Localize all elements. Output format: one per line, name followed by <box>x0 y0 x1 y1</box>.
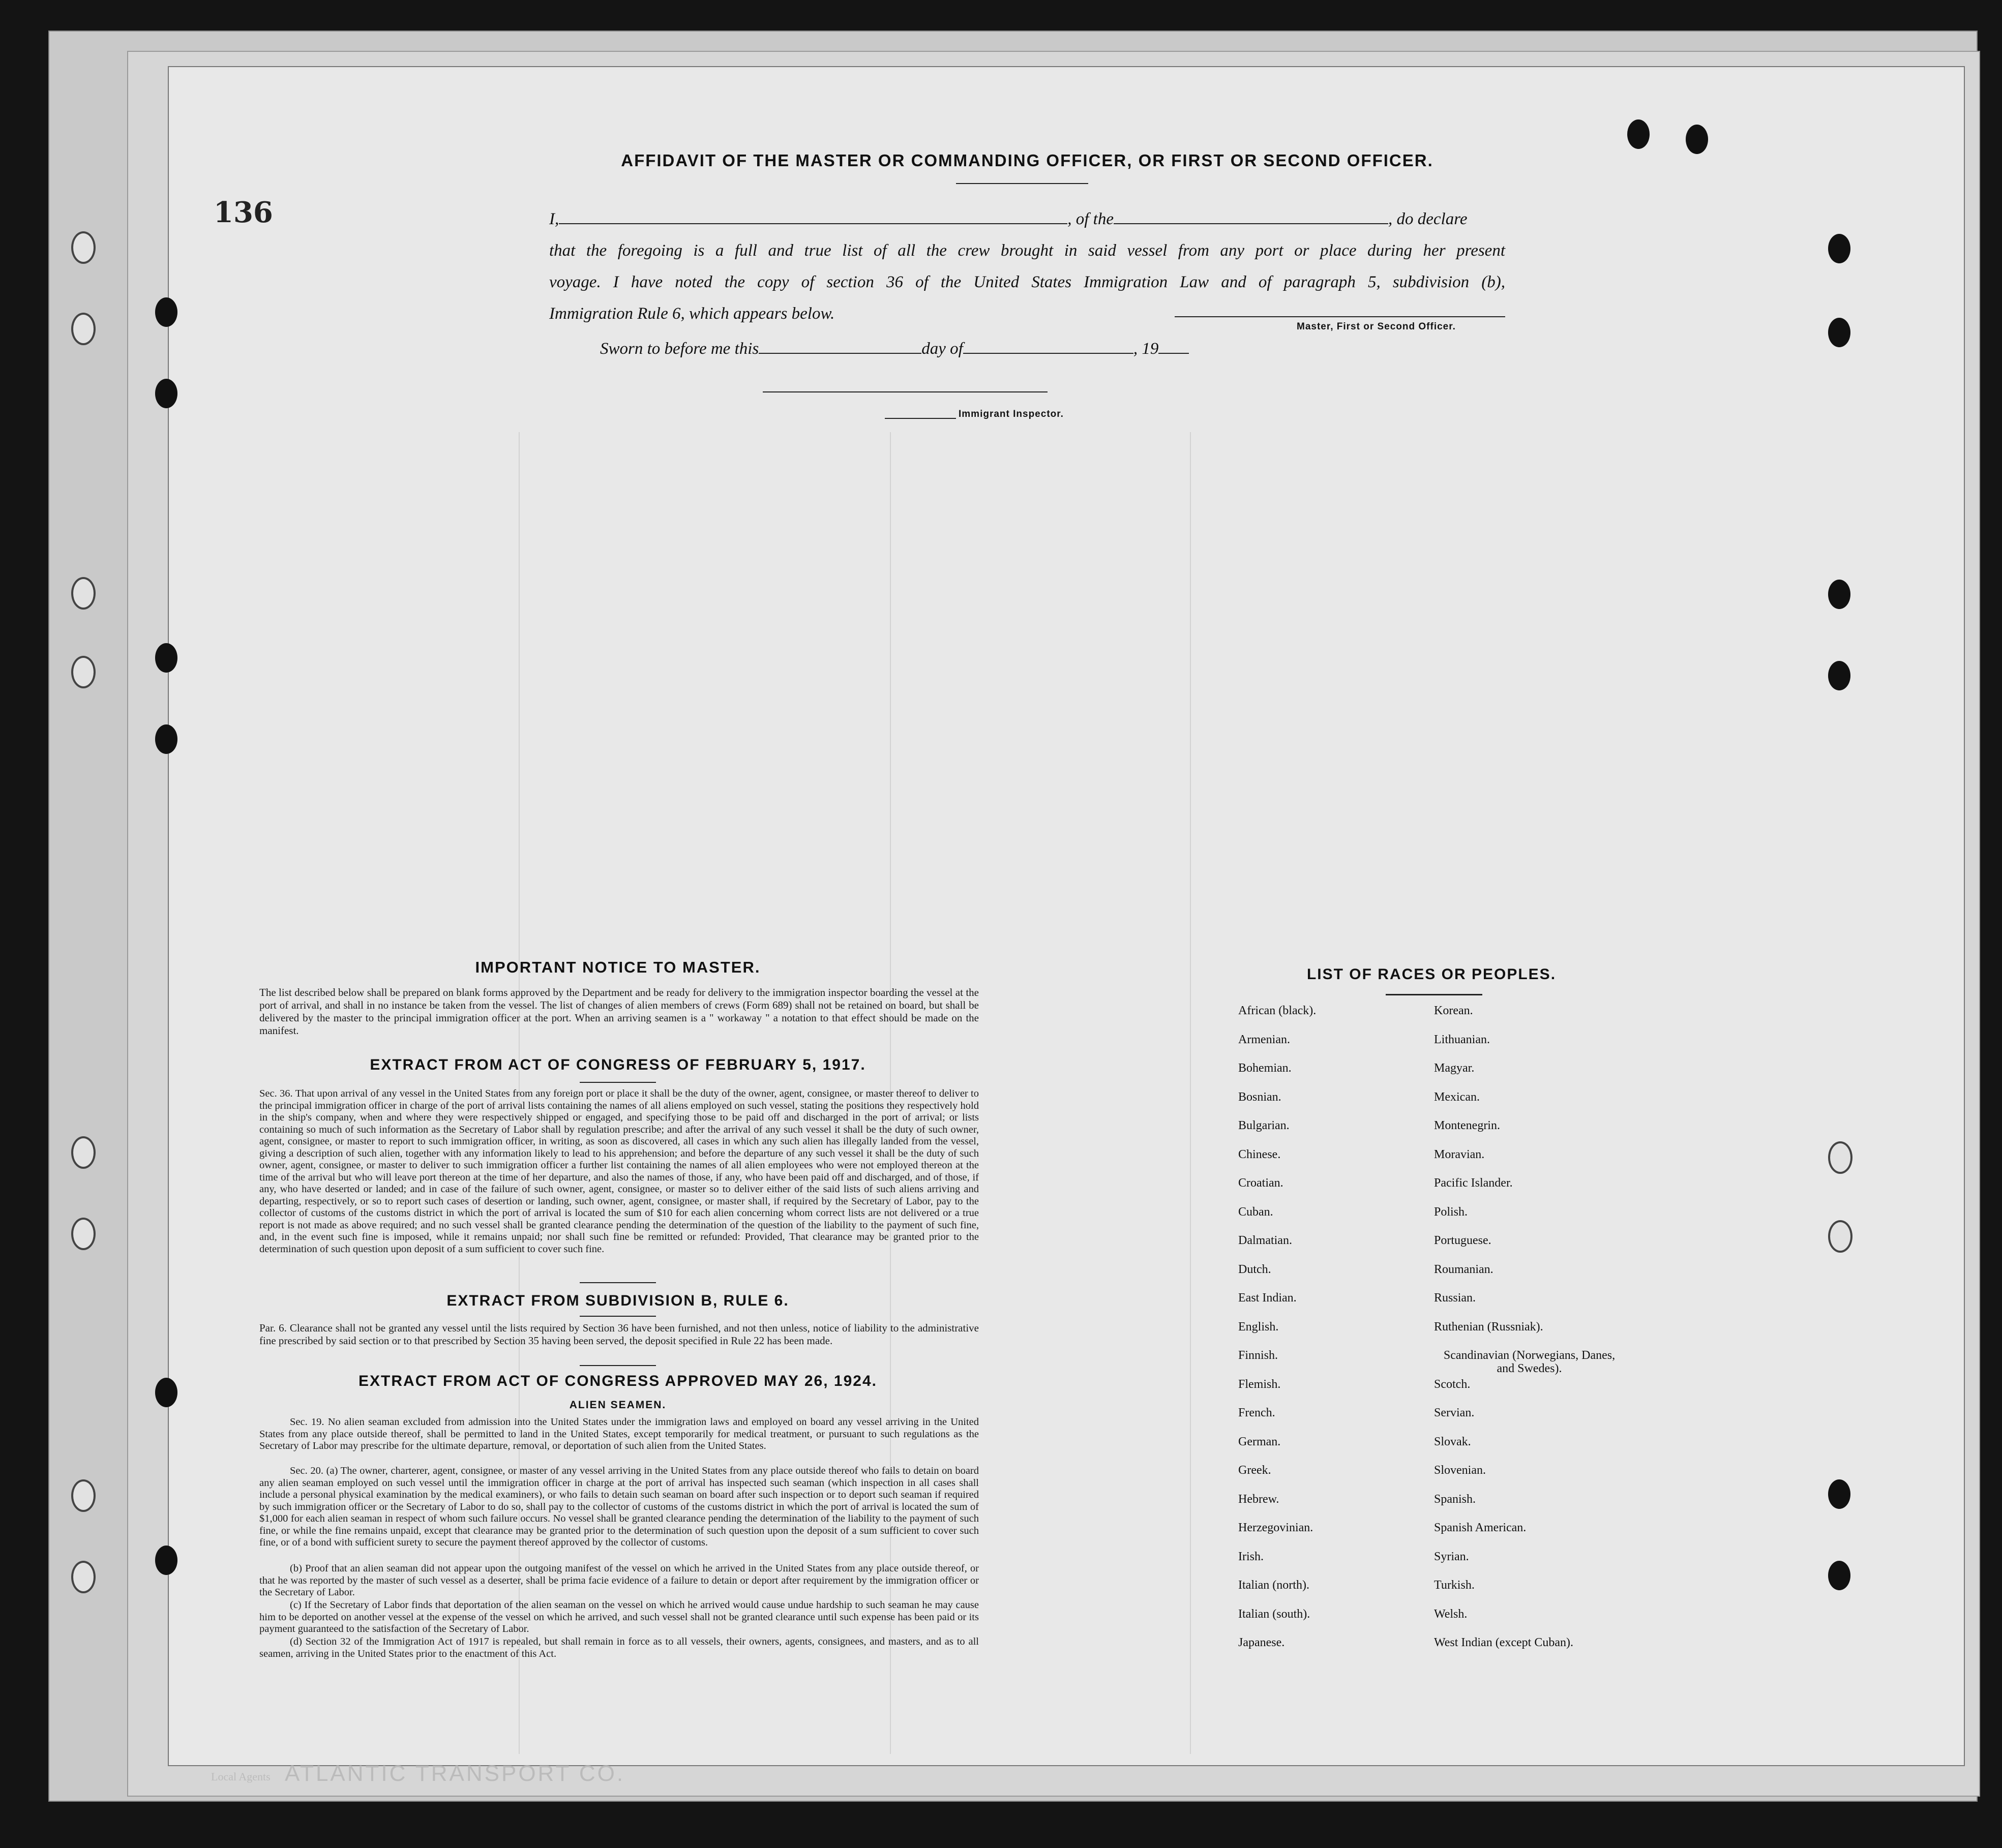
extract-1924-sec20a: Sec. 20. (a) The owner, charterer, agent, consignee, or master of any vessel arriving in the United States from any place outside thereof who fails to detain on board any alien seaman employed on such vessel until the immigration officer in charge at the port of arrival has inspected such seaman (which inspection in all cases shall include a personal physical examination by the medical examiners), or who fails to detain such seaman on board after such inspection or to deport such seaman if required by such immigration officer or the Secretary of Labor to do so, shall pay to the collector of customs of the customs district in which the port of arrival is located the sum of $1,000 for each alien seaman in respect of whom such failure occurs. No vessel shall be granted clearance pending the determination of the liability to the payment of such fine, or while the fine remains unpaid, except that clearance may be granted prior to the determination of such question upon the deposit of a sum sufficient to cover such fine, or of a bond with sufficient surety to secure the payment thereof approved by the collector of customs. <box>259 1465 979 1548</box>
stamp-number: 136 <box>214 196 273 229</box>
races-list <box>1238 1004 1625 1665</box>
list-item: Italian (south). Welsh. <box>1238 1607 1468 1621</box>
title-underline <box>956 183 1088 184</box>
punch-hole-icon <box>1828 580 1850 609</box>
extract-rule6-text: Par. 6. Clearance shall not be granted any vessel until the lists required by Section 36 have been furnished, and not then unless, notice of liability to the administrative fine prescribed by said section or to that prescribed by Section 35 having been served, the deposit specified in Rule 22 has been made. <box>259 1322 979 1347</box>
footer-label: Local Agents <box>211 1770 271 1783</box>
races-underline <box>1386 994 1482 995</box>
extract-1924-sec19: Sec. 19. No alien seaman excluded from admission into the United States under the immigration laws and employed on board any vessel arriving in the United States from any place outside thereof, shall be permitted to land in the United States, except temporarily for medical treatment, or pursuant to such regulations as the Secretary of Labor may prescribe for the ultimate departure, removal, or deportation of such alien from the United States. <box>259 1416 979 1451</box>
sworn-year: , 19 <box>1133 340 1159 358</box>
punch-hole-icon <box>155 297 177 327</box>
punch-hole-icon <box>1828 1141 1852 1174</box>
vessel-name-field[interactable] <box>1114 223 1388 224</box>
punch-hole-icon <box>71 231 96 264</box>
affidavit-line-4: Immigration Rule 6, which appears below. <box>549 305 835 323</box>
list-item: Bulgarian. Montenegrin. <box>1238 1119 1500 1132</box>
list-item: Armenian. Lithuanian. <box>1238 1033 1490 1046</box>
extract-1924-sec20d: (d) Section 32 of the Immigration Act of 1917 is repealed, but shall remain in force as to all vessels, their owners, agents, consignees, and masters, and as to all seamen, arriving in the United States prior to the enactment of this Act. <box>259 1636 979 1659</box>
punch-hole-icon <box>1828 1479 1850 1509</box>
punch-hole-icon <box>71 577 96 610</box>
affidavit-line-1 <box>549 203 1505 235</box>
rule6-separator <box>580 1282 656 1283</box>
extract-1917-underline <box>580 1082 656 1083</box>
punch-hole-icon <box>155 724 177 754</box>
list-item: Dutch. Roumanian. <box>1238 1262 1493 1276</box>
sworn-text: Sworn to before me this <box>600 340 759 358</box>
extract-1924-sec20c: (c) If the Secretary of Labor finds that deportation of the alien seaman on the vessel on which he arrived would cause undue hardship to such seaman he may cause him to be deported on another vessel at the expense of the vessel on which he arrived, and such vessel shall not be granted clearance until such expense has been paid or its payment guaranteed to the satisfaction of the Secretary of Labor. <box>259 1599 979 1634</box>
affidavit-i: I, <box>549 210 559 228</box>
inspector-short-line <box>885 418 956 419</box>
rule6-underline <box>580 1316 656 1317</box>
extract-1917-text: Sec. 36. That upon arrival of any vessel in the United States from any foreign port or place it shall be the duty of the owner, agent, consignee, or master thereof to deliver to the principal immigration officer in charge of the port of arrival lists containing the names of all aliens employed on such vessel, stating the positions they respectively hold in the ship's company, when and where they were respectively shipped or engaged, and specifying those to be paid off and discharged in the port of arrival; or lists containing so much of such information as the Secretary of Labor shall by regulation prescribe; and after the arrival of any such vessel it shall be the duty of such owner, agent, consignee, or master to report to such immigration officer, in writing, as soon as discovered, all cases in which any such alien has illegally landed from the vessel, giving a description of such alien, together with any information likely to lead to his apprehension; and before the departure of any such vessel it shall be the duty of such owner, agent, consignee, or master to deliver to such immigration officer a further list containing the names of all alien employees who were not employed thereon at the time of the arrival but who will leave port thereon at the time of her departure, and also the names of those, if any, who have been paid off and discharged, and of those, if any, who have deserted or landed; and in case of the failure of such owner, agent, consignee, or master so to deliver either of the said lists of such aliens arriving and departing, respectively, or so to report such cases of desertion or landing, such owner, agent, consignee, or master shall, if required by the Secretary of Labor, pay to the collector of customs of the customs district in which the port of arrival is located the sum of $10 for each alien concerning whom correct lists are not delivered or a true report is not made as above required; and no such vessel shall be granted clearance pending the determination of the question of the liability to the payment of such fine, and, in the event such fine is imposed, while it remains unpaid; nor shall such fine be remitted or refunded: Provided, That clearance may be granted prior to the determination of such question upon deposit of a sum sufficient to cover such fine. <box>259 1088 979 1255</box>
affidavit-body <box>549 203 1505 329</box>
punch-hole-icon <box>71 1479 96 1512</box>
list-item: East Indian. Russian. <box>1238 1291 1476 1305</box>
punch-hole-icon <box>1686 125 1708 154</box>
list-item: Italian (north). Turkish. <box>1238 1579 1475 1592</box>
list-item: African (black). Korean. <box>1238 1004 1473 1017</box>
races-title: LIST OF RACES OR PEOPLES. <box>1306 966 1557 983</box>
list-item: Herzegovinian. Spanish American. <box>1238 1521 1527 1534</box>
list-item: Dalmatian. Portuguese. <box>1238 1234 1491 1247</box>
extract-1917-title: EXTRACT FROM ACT OF CONGRESS OF FEBRUARY 5, 1917. <box>370 1056 866 1073</box>
extract-1924-subtitle: ALIEN SEAMEN. <box>569 1399 667 1411</box>
list-item: Bosnian. Mexican. <box>1238 1090 1480 1104</box>
notice-title: IMPORTANT NOTICE TO MASTER. <box>475 958 761 976</box>
list-item: Bohemian. Magyar. <box>1238 1062 1475 1075</box>
list-item: Greek. Slovenian. <box>1238 1464 1486 1477</box>
punch-hole-icon <box>1627 119 1650 149</box>
affidavit-line-2: that the foregoing is a full and true list of all the crew brought in said vessel from any port or place during her present <box>549 241 1505 260</box>
extract-1924-sec20b: (b) Proof that an alien seaman did not appear upon the outgoing manifest of the vessel on which he arrived in the United States from any place outside thereof, or that he was reported by the master of such vessel as a deserter, shall be prima facie evidence of a failure to detain or deport after requirement by the immigration officer or the Secretary of Labor. <box>259 1563 979 1598</box>
extract-1924-separator <box>580 1365 656 1366</box>
punch-hole-icon <box>155 1378 177 1407</box>
sworn-month-field[interactable] <box>963 353 1133 354</box>
list-item: German. Slovak. <box>1238 1435 1471 1448</box>
notice-text: The list described below shall be prepared on blank forms approved by the Department and be ready for delivery to the immigration inspector boarding the vessel at the port of arrival, and shall in no instance be taken from the vessel. The list of changes of alien members of crews (Form 689) shall not be retained on board, but shall be delivered by the master to the principal immigration officer at the port. When an arriving seamen is a " workaway " a notation to that effect should be made on the manifest. <box>259 986 979 1037</box>
extract-1924-title: EXTRACT FROM ACT OF CONGRESS APPROVED MAY 26, 1924. <box>358 1373 877 1389</box>
list-item: Chinese. Moravian. <box>1238 1147 1485 1161</box>
list-item: Hebrew. Spanish. <box>1238 1492 1476 1506</box>
extract-rule6-title: EXTRACT FROM SUBDIVISION B, RULE 6. <box>446 1292 789 1309</box>
signature-label: Master, First or Second Officer. <box>1297 321 1456 332</box>
punch-hole-icon <box>1828 661 1850 690</box>
list-item: Irish. Syrian. <box>1238 1550 1469 1563</box>
punch-hole-icon <box>1828 318 1850 347</box>
master-name-field[interactable] <box>559 223 1067 224</box>
punch-hole-icon <box>155 1546 177 1575</box>
list-item: Croatian. Pacific Islander. <box>1238 1176 1513 1190</box>
punch-hole-icon <box>1828 234 1850 263</box>
punch-hole-icon <box>155 379 177 408</box>
affidavit-line-3: voyage. I have noted the copy of section 36 of the United States Immigration Law and of paragraph 5, subdivision (b), <box>549 273 1505 291</box>
affidavit-of-the: , of the <box>1067 210 1114 228</box>
list-item: French. Servian. <box>1238 1406 1475 1419</box>
affidavit-title: AFFIDAVIT OF THE MASTER OR COMMANDING OFFICER, OR FIRST OR SECOND OFFICER. <box>621 151 1433 170</box>
list-item: Japanese. West Indian (except Cuban). <box>1238 1636 1573 1649</box>
list-item: Finnish. Scandinavian (Norwegians, Danes, and Swedes). <box>1238 1349 1616 1375</box>
punch-hole-icon <box>71 1218 96 1250</box>
affidavit-do-declare: , do declare <box>1388 210 1468 228</box>
list-item: Flemish. Scotch. <box>1238 1377 1471 1391</box>
show-through-column <box>1190 432 1191 1754</box>
inspector-label: Immigrant Inspector. <box>959 409 1064 419</box>
punch-hole-icon <box>71 313 96 345</box>
punch-hole-icon <box>1828 1220 1852 1253</box>
sworn-day-field[interactable] <box>759 353 921 354</box>
list-item: English. Ruthenian (Russniak). <box>1238 1320 1543 1334</box>
sworn-day-of: day of <box>921 340 963 358</box>
signature-line[interactable] <box>1175 316 1505 317</box>
sworn-line <box>600 340 1189 358</box>
footer-agent: ATLANTIC TRANSPORT CO. <box>285 1761 625 1786</box>
punch-hole-icon <box>71 1561 96 1593</box>
punch-hole-icon <box>1828 1561 1850 1590</box>
punch-hole-icon <box>71 1136 96 1169</box>
list-item: Cuban. Polish. <box>1238 1205 1468 1219</box>
sworn-year-field[interactable] <box>1158 353 1189 354</box>
inspector-signature-line[interactable] <box>763 391 1048 392</box>
punch-hole-icon <box>155 643 177 673</box>
punch-hole-icon <box>71 656 96 688</box>
